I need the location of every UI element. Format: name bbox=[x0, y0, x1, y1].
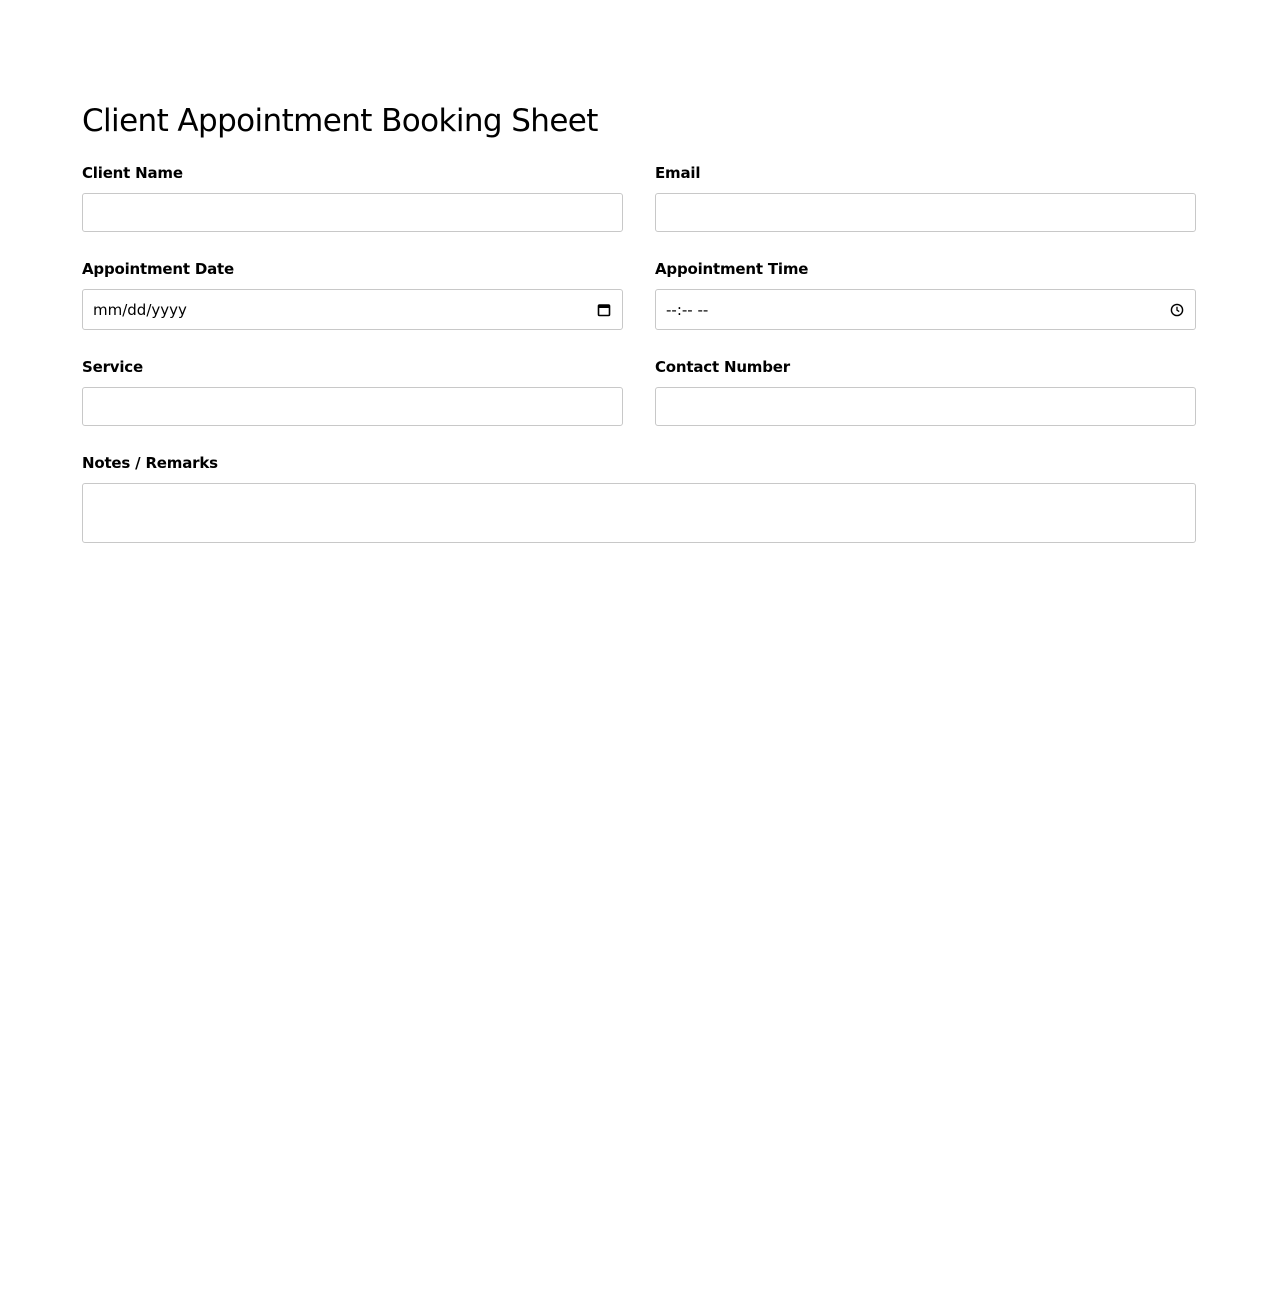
service-input[interactable] bbox=[82, 387, 623, 426]
appointment-time-input[interactable] bbox=[655, 289, 1196, 330]
client-name-group bbox=[82, 164, 623, 260]
appointment-date-placeholder: mm/dd/yyyy bbox=[93, 300, 187, 319]
appointment-time-group bbox=[655, 260, 1196, 358]
email-label: Email bbox=[655, 164, 701, 182]
client-name-input[interactable] bbox=[82, 193, 623, 232]
email-group bbox=[655, 164, 1196, 260]
service-group bbox=[82, 358, 623, 454]
calendar-icon[interactable] bbox=[596, 302, 612, 318]
page-title: Client Appointment Booking Sheet bbox=[82, 103, 598, 139]
booking-form bbox=[82, 164, 1196, 550]
appointment-time-placeholder: --:-- -- bbox=[666, 300, 709, 319]
service-label: Service bbox=[82, 358, 143, 376]
notes-textarea[interactable] bbox=[82, 483, 1196, 543]
email-input[interactable] bbox=[655, 193, 1196, 232]
appointment-time-label: Appointment Time bbox=[655, 260, 809, 278]
appointment-date-input[interactable] bbox=[82, 289, 623, 330]
notes-group bbox=[82, 454, 1196, 550]
client-name-label: Client Name bbox=[82, 164, 183, 182]
appointment-date-group bbox=[82, 260, 623, 358]
contact-number-label: Contact Number bbox=[655, 358, 790, 376]
contact-number-group bbox=[655, 358, 1196, 454]
appointment-date-label: Appointment Date bbox=[82, 260, 234, 278]
notes-label: Notes / Remarks bbox=[82, 454, 218, 472]
clock-icon[interactable] bbox=[1169, 302, 1185, 318]
booking-form-container bbox=[82, 100, 1196, 550]
contact-number-input[interactable] bbox=[655, 387, 1196, 426]
